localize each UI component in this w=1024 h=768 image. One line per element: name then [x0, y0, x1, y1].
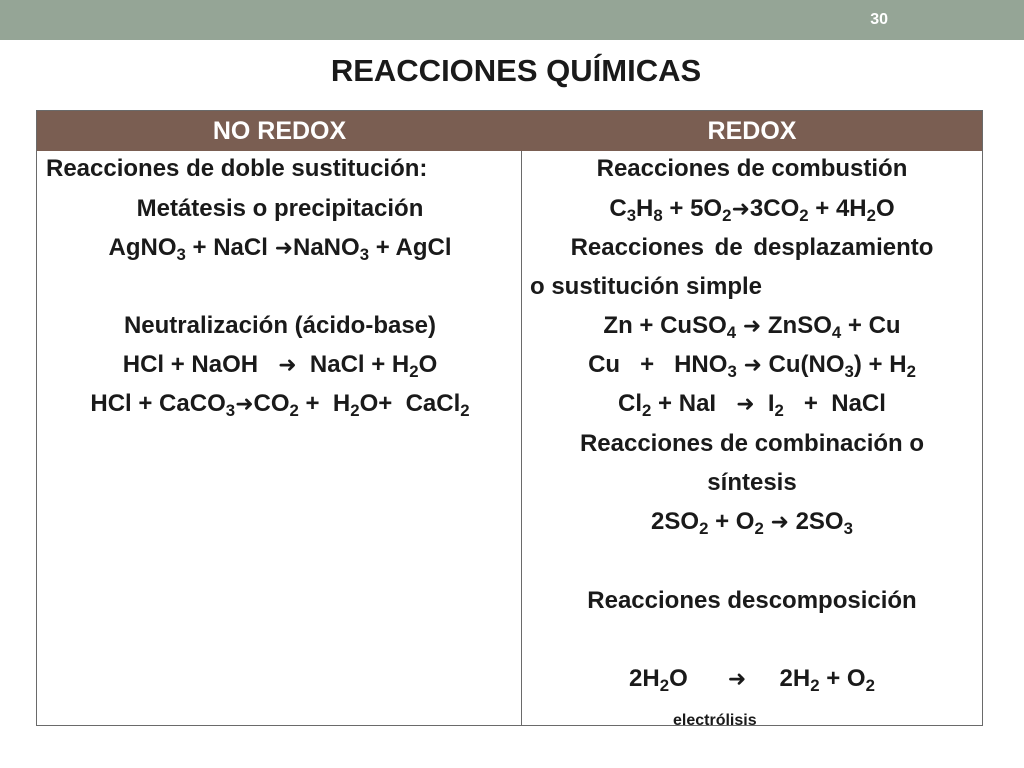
header-no-redox: NO REDOX	[212, 117, 347, 145]
so2-equation: $2SO_2 + O_2$ ➜ $2SO_3$	[651, 508, 853, 538]
table-header	[37, 111, 982, 151]
c3h8-equation: $C_3H_8$ + $5O_2➜3CO_2 + 4H_2O$	[609, 195, 895, 225]
header-redox: REDOX	[707, 117, 797, 145]
agno3-equation: AgNO$_3$ + NaCl ➜NaNO$_3$ + AgCl	[108, 234, 452, 264]
combinacion-title-line2: síntesis	[707, 469, 797, 496]
hcl-caco3-equation: HCl + $CaCO_3➜CO_2 + H_2O+$ CaCl$_2$	[90, 390, 470, 420]
slide-title: REACCIONES QUÍMICAS	[330, 53, 702, 88]
slide-number: 30	[870, 11, 888, 28]
combustion-title: Reacciones de combustión	[596, 155, 908, 182]
cl2-nai-equation: $Cl_2$ + NaI ➜ $I_2$ + NaCl	[618, 390, 886, 420]
electrolisis-label: electrólisis	[673, 712, 757, 729]
descomposicion-title: Reacciones descomposición	[587, 587, 917, 614]
metatesis-label: Metátesis o precipitación	[136, 195, 424, 222]
cu-hno3-equation: $Cu + HNO_3$ ➜ $Cu(NO_3) + H_2$	[588, 351, 916, 381]
doble-sustitucion-title: Reacciones de doble sustitución:	[46, 155, 428, 182]
neutralizacion-title: Neutralización (ácido-base)	[123, 312, 437, 339]
desplazamiento-title-line2: o sustitución simple	[530, 273, 763, 300]
hcl-naoh-equation: HCl + NaOH ➜ NaCl + $H_2O$	[122, 351, 438, 381]
desplazamiento-title-line1: Reacciones de desplazamiento	[570, 234, 934, 261]
combinacion-title-line1: Reacciones de combinación o	[579, 430, 925, 457]
h2o-equation: $2H_2O$ ➜ $2H_2 + O_2$	[629, 665, 875, 695]
zn-cuso4-equation: Zn + CuSO$_4$ ➜ ZnSO$_4$ + Cu	[603, 312, 901, 342]
top-bar	[0, 0, 1024, 40]
